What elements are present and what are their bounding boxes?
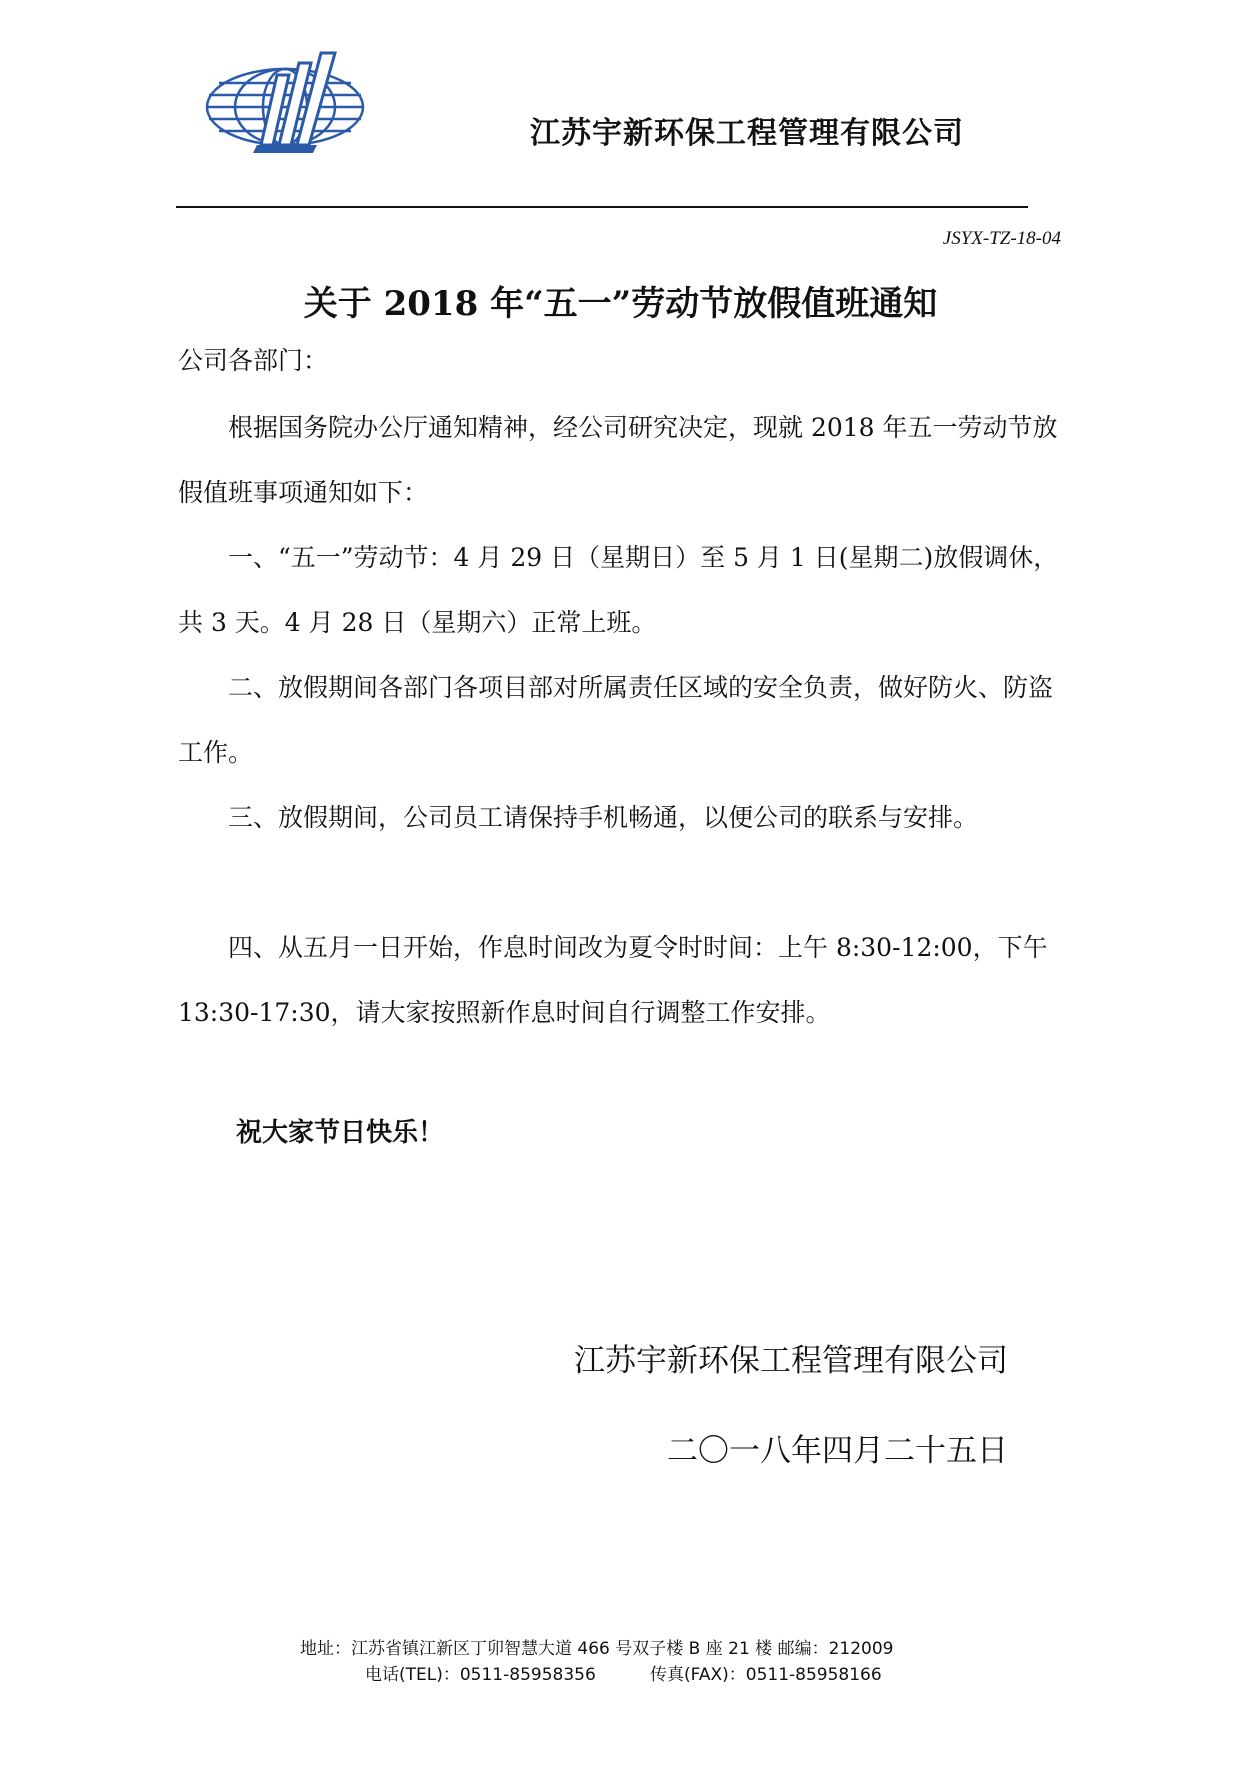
document-number: JSYX-TZ-18-04 bbox=[942, 228, 1061, 249]
signature-date: 二〇一八年四月二十五日 bbox=[667, 1433, 1008, 1469]
company-name-header: 江苏宇新环保工程管理有限公司 bbox=[530, 116, 964, 151]
footer-fax: 传真(FAX)：0511-85958166 bbox=[650, 1665, 882, 1685]
signature-company: 江苏宇新环保工程管理有限公司 bbox=[574, 1343, 1008, 1379]
notice-item-1: 一、“五一”劳动节：4 月 29 日（星期日）至 5 月 1 日(星期二)放假调休，共 3 天。4 月 28 日（星期六）正常上班。 bbox=[178, 543, 1059, 637]
footer-telephone: 电话(TEL)：0511-85958356 bbox=[365, 1665, 596, 1685]
intro-paragraph: 根据国务院办公厅通知精神，经公司研究决定，现就 2018 年五一劳动节放假值班事项通知如下： bbox=[178, 413, 1058, 507]
closing-greeting: 祝大家节日快乐！ bbox=[236, 1118, 445, 1148]
notice-item-4: 四、从五月一日开始，作息时间改为夏令时时间：上午 8:30-12:00，下午 13:30-17:30，请大家按照新作息时间自行调整工作安排。 bbox=[178, 933, 1048, 1027]
notice-item-2: 二、放假期间各部门各项目部对所属责任区域的安全负责，做好防火、防盗工作。 bbox=[178, 673, 1054, 767]
footer-address: 地址：江苏省镇江新区丁卯智慧大道 466 号双子楼 B 座 21 楼 邮编：212009 bbox=[300, 1639, 894, 1659]
salutation: 公司各部门： bbox=[178, 346, 329, 375]
globe-logo-icon bbox=[205, 45, 375, 155]
document-title: 关于 2018 年“五一”劳动节放假值班通知 bbox=[303, 284, 938, 324]
notice-item-3: 三、放假期间，公司员工请保持手机畅通，以便公司的联系与安排。 bbox=[228, 803, 979, 832]
header-divider bbox=[176, 206, 1028, 208]
